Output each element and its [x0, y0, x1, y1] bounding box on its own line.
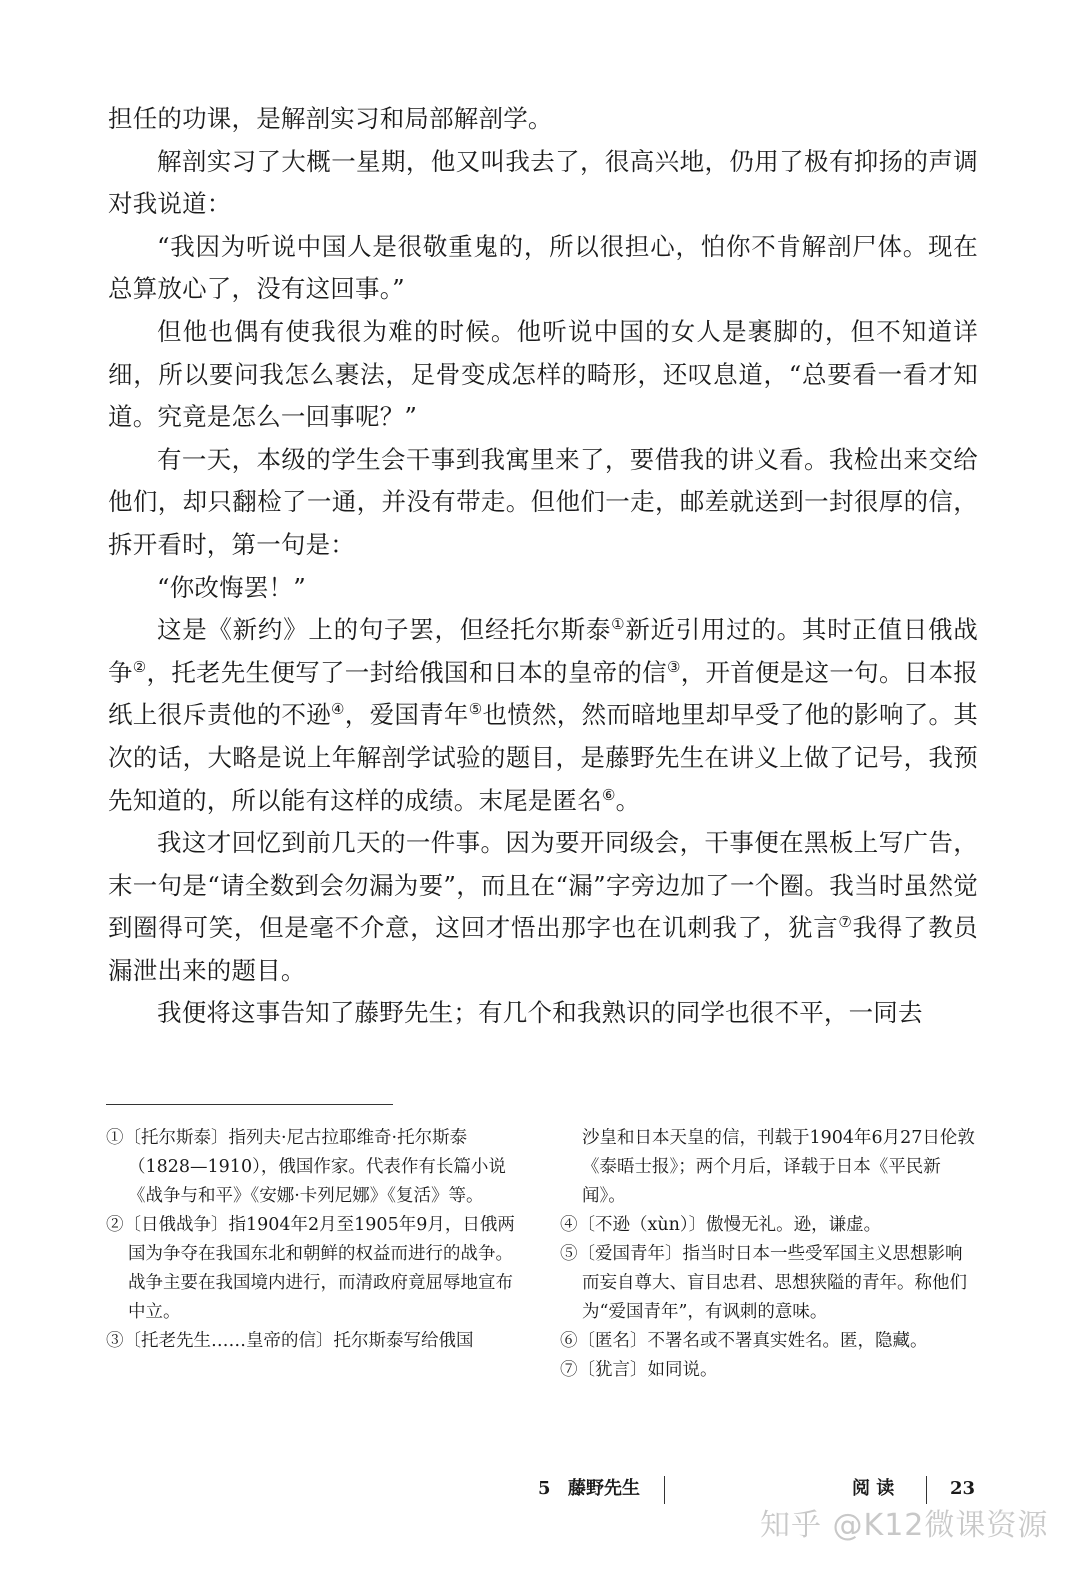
footnote: ②〔日俄战争〕指1904年2月至1905年9月，日俄两国为争夺在我国东北和朝鲜的权益而进行的战争。战争主要在我国境内进行，而清政府竟屈辱地宣布中立。 [106, 1215, 515, 1322]
footnote: ⑤〔爱国青年〕指当时日本一些受军国主义思想影响而妄自尊大、盲目忠君、思想狭隘的青年。称他们为“爱国青年”，有讽刺的意味。 [560, 1244, 967, 1322]
footnote: ①〔托尔斯泰〕指列夫·尼古拉耶维奇·托尔斯泰（1828—1910），俄国作家。代表作有长篇小说《战争与和平》《安娜·卡列尼娜》《复活》等。 [106, 1128, 506, 1206]
footnote-marker: ④ [331, 700, 345, 719]
paragraph: 我便将这事告知了藤野先生；有几个和我熟识的同学也很不平，一同去 [157, 998, 923, 1028]
footnote-continuation: 沙皇和日本天皇的信，刊载于1904年6月27日伦敦《泰晤士报》；两个月后，译载于日本《平民新闻》。 [582, 1128, 975, 1206]
watermark: 知乎 @K12微课资源 [760, 1508, 1049, 1543]
footnote-marker: ⑥ [602, 785, 616, 804]
text-run: ，开首便是这一句。日本报纸上很斥责他的不逊 [108, 657, 979, 730]
footnote: ③〔托老先生……皇帝的信〕托尔斯泰写给俄国 [106, 1331, 474, 1351]
text-run: 也愤然，然而暗地里却早受了他的影响了。其次的话，大略是说上年解剖学试验的题目，是藤野先生在讲义上做了记号，我预先知道的，所以能有这样的成绩。末尾是匿名 [108, 700, 978, 815]
paragraph: “你改悔罢！” [157, 572, 306, 602]
text-run: ，托老先生便写了一封给俄国和日本的皇帝的信 [146, 657, 667, 687]
footnote: ④〔不逊（xùn）〕傲慢无礼。逊，谦虚。 [560, 1215, 882, 1235]
footnote-divider [106, 1104, 393, 1105]
page-number: 23 [950, 1478, 976, 1499]
footnote: ⑦〔犹言〕如同说。 [560, 1360, 718, 1380]
paragraph [108, 609, 978, 822]
section-label: 阅 读 [852, 1478, 895, 1499]
footnotes-left-column [106, 1124, 518, 1356]
footnote-marker: ③ [666, 657, 681, 676]
text-run: 这是《新约》上的句子罢，但经托尔斯泰 [157, 615, 612, 645]
text-run: ，爱国青年 [344, 700, 469, 730]
text-run: 我这才回忆到前几天的一件事。因为要开同级会，干事便在黑板上写广告，末一句是“请全数到会勿漏为要”，而且在“漏”字旁边加了一个圈。我当时虽然觉到圈得可笑，但是毫不介意，这回才悟出那字也在讥刺我了，犹言 [108, 828, 978, 943]
footnote-marker: ⑤ [468, 700, 483, 719]
paragraph [108, 822, 978, 992]
text-run: 。 [615, 785, 641, 815]
footnote-marker: ① [611, 615, 626, 634]
footnote-marker: ② [132, 657, 147, 676]
footnote: ⑥〔匿名〕不署名或不署真实姓名。匿，隐藏。 [560, 1331, 928, 1351]
paragraph: 但他也偶有使我很为难的时候。他听说中国的女人是裹脚的，但不知道详细，所以要问我怎么裹法，足骨变成怎样的畸形，还叹息道，“总要看一看才知道。究竟是怎么一回事呢？” [108, 316, 978, 432]
main-text [108, 98, 978, 1035]
footer-divider [664, 1476, 665, 1504]
footnotes-right-column [560, 1124, 978, 1385]
text-run: 我得了教员漏泄出来的题目。 [108, 913, 979, 985]
lesson-title: 藤野先生 [568, 1478, 640, 1499]
paragraph: 解剖实习了大概一星期，他又叫我去了，很高兴地，仍用了极有抑扬的声调对我说道： [108, 146, 978, 219]
footnote-marker: ⑦ [838, 913, 853, 932]
paragraph: 担任的功课，是解剖实习和局部解剖学。 [108, 104, 553, 133]
text-run: 新近引用过的。其时正值日俄战争 [108, 615, 978, 687]
paragraph: 有一天，本级的学生会干事到我寓里来了，要借我的讲义看。我检出来交给他们，却只翻检了一通，并没有带走。但他们一走，邮差就送到一封很厚的信，拆开看时，第一句是： [108, 444, 978, 559]
paragraph: “我因为听说中国人是很敬重鬼的，所以很担心，怕你不肯解剖尸体。现在总算放心了，没有这回事。” [108, 231, 978, 304]
lesson-number: 5 [538, 1478, 551, 1499]
